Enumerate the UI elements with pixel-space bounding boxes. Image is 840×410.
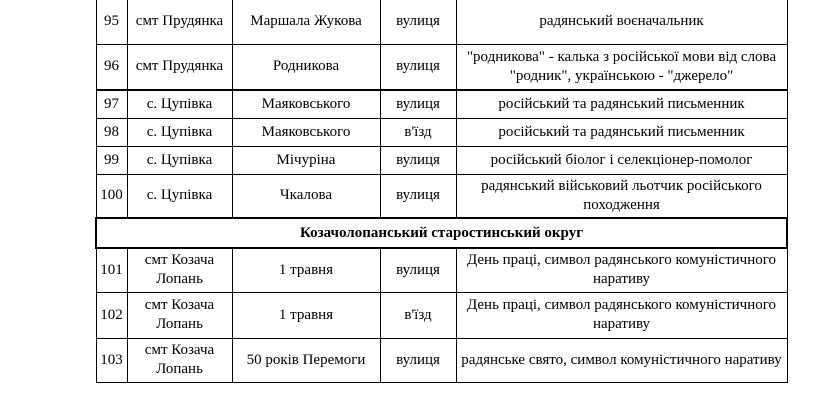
section-title: Козачолопанський старостинський округ (96, 218, 787, 248)
object-type-cell: в'їзд (380, 118, 456, 146)
reason-cell: "родникова" - калька з російської мови від слова "родник", українською - "джерело" (456, 44, 787, 90)
street-name-cell: 50 років Перемоги (232, 338, 380, 382)
street-name-cell: 1 травня (232, 292, 380, 338)
settlement-cell: смт Козача Лопань (127, 338, 232, 382)
row-number: 97 (96, 90, 127, 118)
reason-cell: День праці, символ радянського комуністичного наративу (456, 292, 787, 338)
settlement-cell: с. Цупівка (127, 90, 232, 118)
object-type-cell: вулиця (380, 248, 456, 292)
settlement-cell: смт Козача Лопань (127, 292, 232, 338)
reason-cell: День праці, символ радянського комуністичного наративу (456, 248, 787, 292)
row-number: 99 (96, 146, 127, 174)
object-type-cell: в'їзд (380, 292, 456, 338)
reason-cell: російський та радянський письменник (456, 118, 787, 146)
settlement-cell: смт Прудянка (127, 0, 232, 44)
reason-cell: радянське свято, символ комуністичного наративу (456, 338, 787, 382)
settlement-cell: с. Цупівка (127, 146, 232, 174)
settlement-cell: смт Прудянка (127, 44, 232, 90)
object-type-cell: вулиця (380, 338, 456, 382)
table-row (96, 146, 787, 174)
object-type-cell: вулиця (380, 0, 456, 44)
table-row (96, 338, 787, 382)
row-number: 98 (96, 118, 127, 146)
reason-cell: радянський воєначальник (456, 0, 787, 44)
street-name-cell: Родникова (232, 44, 380, 90)
settlement-cell: с. Цупівка (127, 118, 232, 146)
table-row (96, 174, 787, 218)
object-type-cell: вулиця (380, 174, 456, 218)
section-header-row (96, 218, 787, 248)
street-name-cell: Маяковського (232, 90, 380, 118)
street-name-cell: 1 травня (232, 248, 380, 292)
street-name-cell: Маяковського (232, 118, 380, 146)
street-name-cell: Маршала Жукова (232, 0, 380, 44)
table-row (96, 44, 787, 90)
renaming-table (95, 0, 788, 383)
reason-cell: радянський військовий льотчик російського походження (456, 174, 787, 218)
row-number: 100 (96, 174, 127, 218)
settlement-cell: с. Цупівка (127, 174, 232, 218)
street-name-cell: Мічуріна (232, 146, 380, 174)
table-row (96, 118, 787, 146)
row-number: 102 (96, 292, 127, 338)
row-number: 95 (96, 0, 127, 44)
table-row (96, 90, 787, 118)
object-type-cell: вулиця (380, 90, 456, 118)
reason-cell: російський біолог і селекціонер-помолог (456, 146, 787, 174)
settlement-cell: смт Козача Лопань (127, 248, 232, 292)
row-number: 103 (96, 338, 127, 382)
street-name-cell: Чкалова (232, 174, 380, 218)
object-type-cell: вулиця (380, 44, 456, 90)
row-number: 96 (96, 44, 127, 90)
table-row (96, 248, 787, 292)
reason-cell: російський та радянський письменник (456, 90, 787, 118)
row-number: 101 (96, 248, 127, 292)
table-row (96, 292, 787, 338)
table-row (96, 0, 787, 44)
object-type-cell: вулиця (380, 146, 456, 174)
